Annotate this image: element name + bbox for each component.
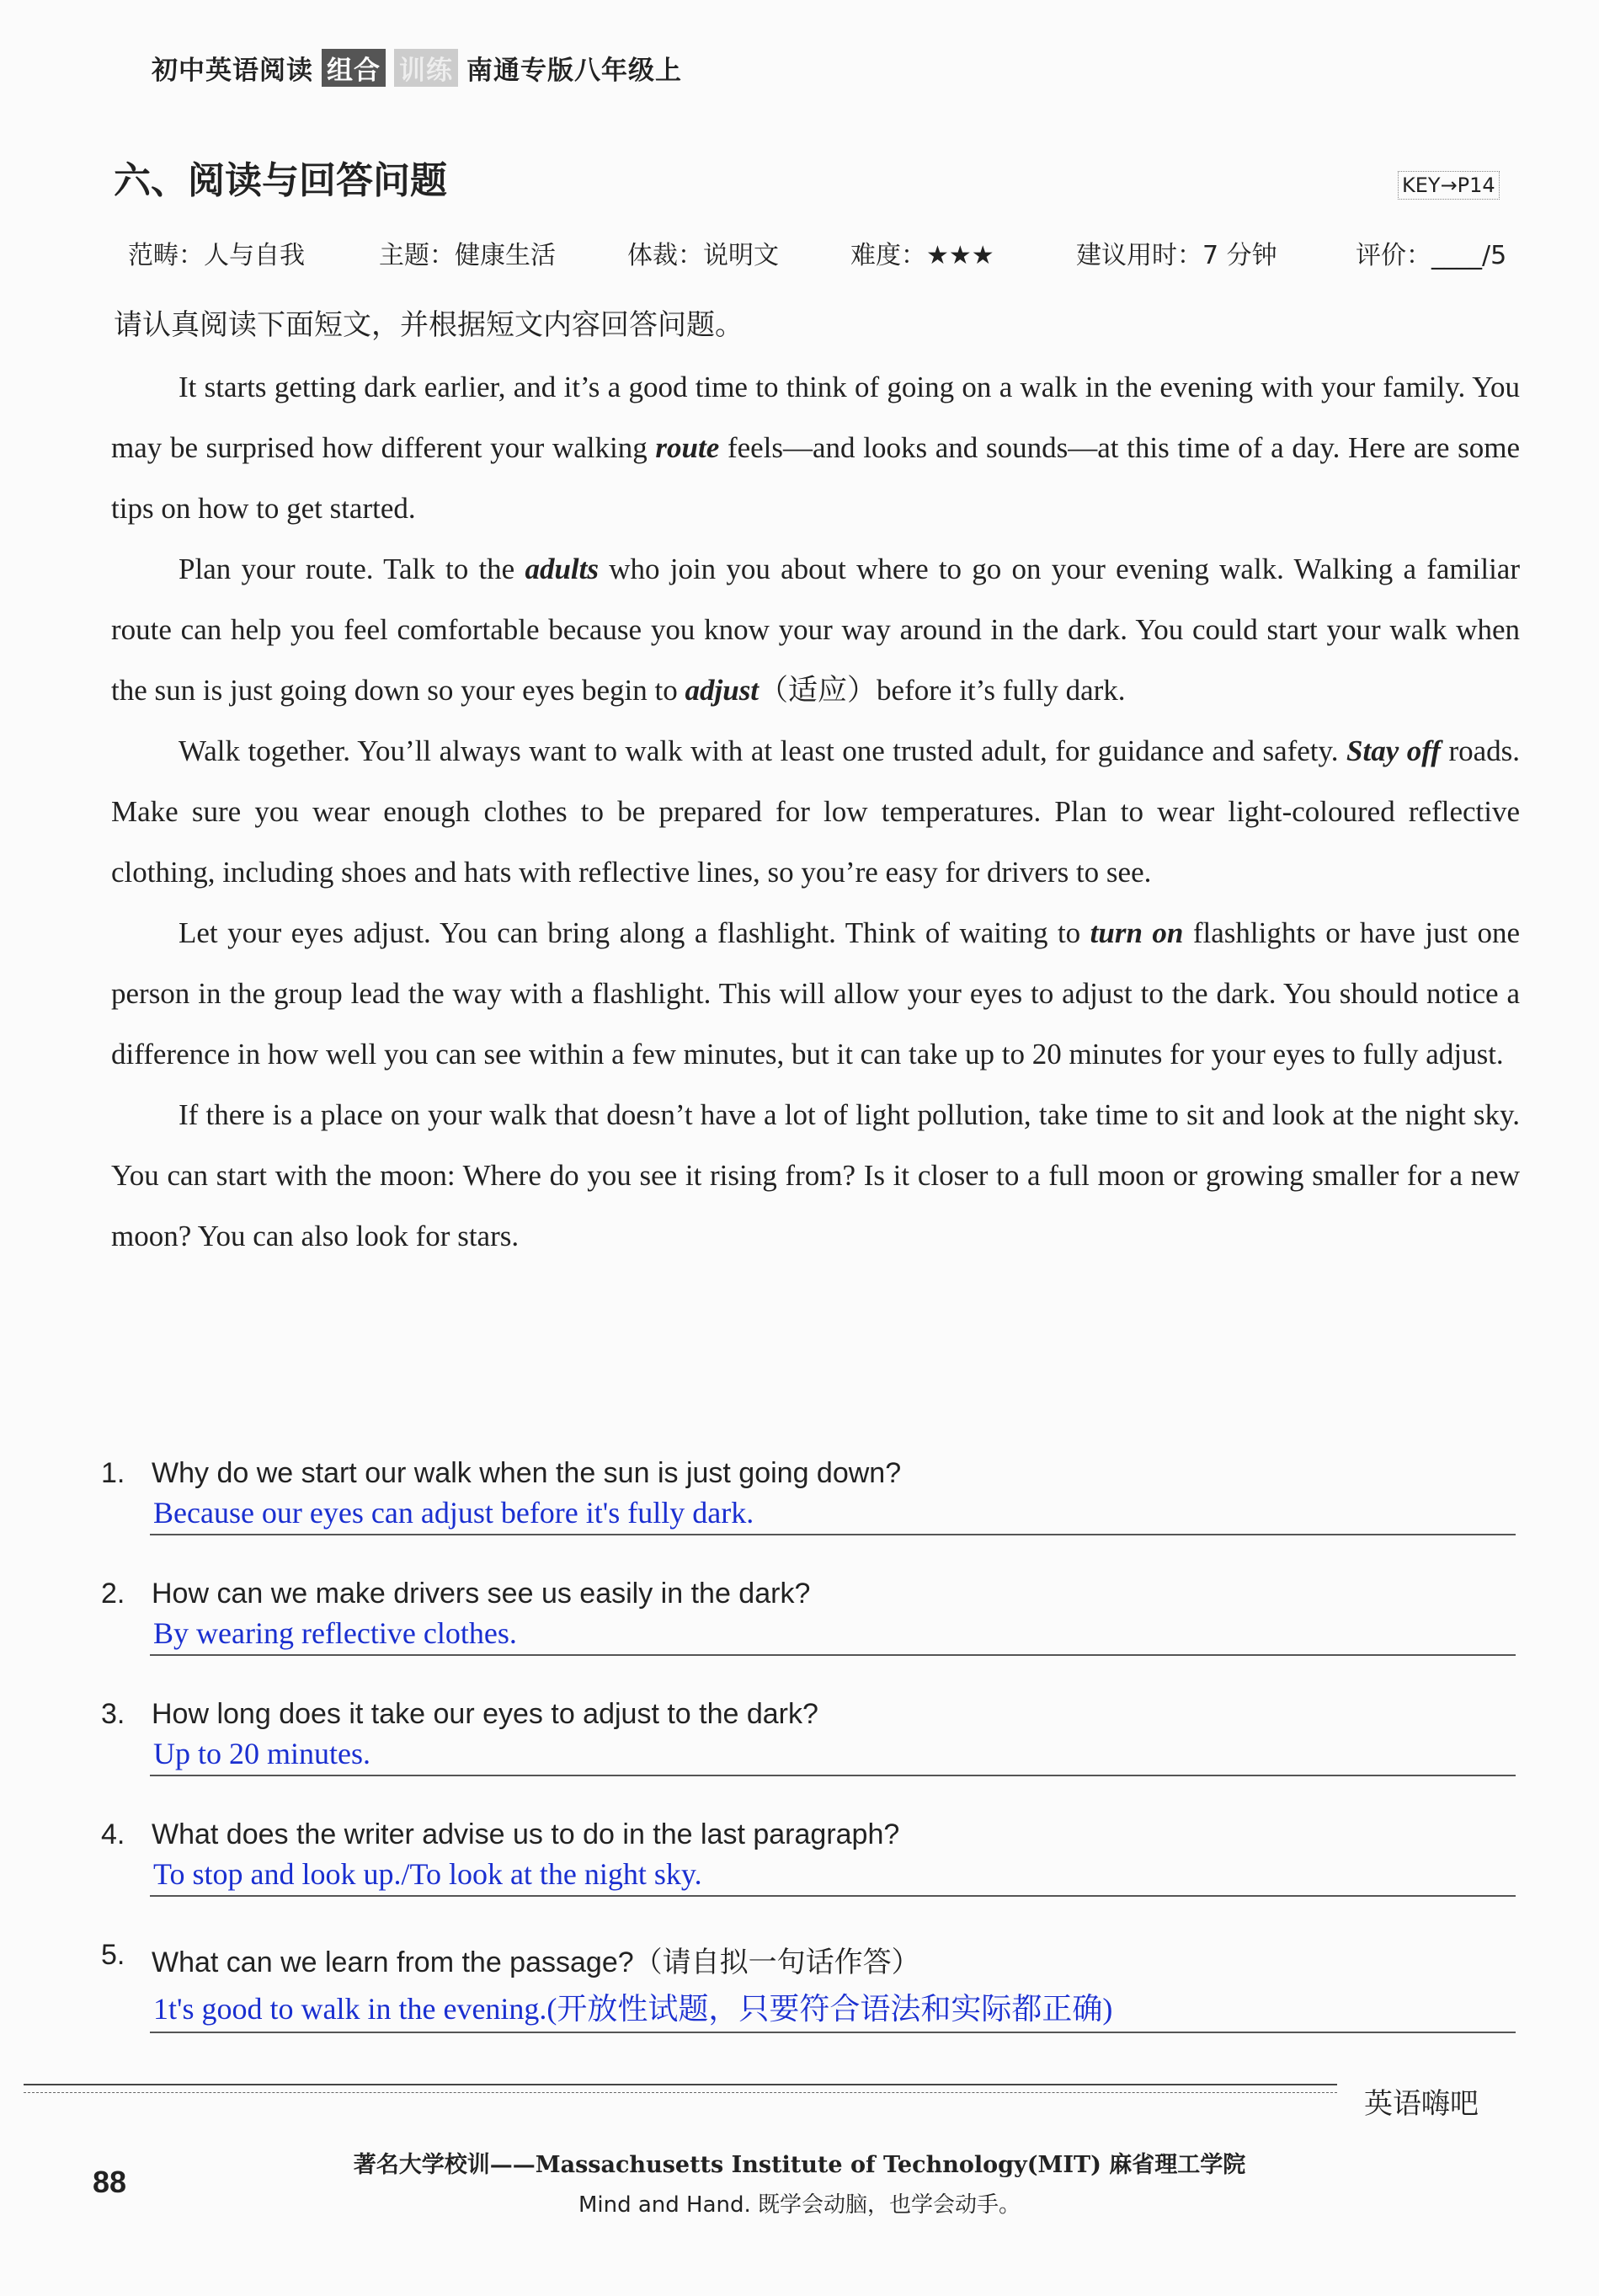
key-word: turn on <box>1090 916 1184 949</box>
key-word: Stay off <box>1346 734 1441 767</box>
answer-key-ref: KEY→P14 <box>1398 171 1500 200</box>
answer-line <box>150 1771 1516 1776</box>
key-word: adjust <box>685 674 760 707</box>
text-segment: （适应）before it’s fully dark. <box>759 674 1126 707</box>
answer-line <box>150 1651 1516 1656</box>
question-item <box>101 1698 1516 1776</box>
text-segment: Walk together. You’ll always want to walk with at least one trusted adult, for guidance and safety. <box>179 734 1347 767</box>
text-segment: flashlights or have just one person in the group lead the way with a flashlight. This will allow your eyes to adjust to the dark. You should notice a difference in how well you can see within a few minutes, but it can take up to 20 minutes for your eyes to fully adjust. <box>111 916 1520 1071</box>
badge-combo: 组合 <box>322 49 386 87</box>
university-motto: 著名大学校训——Massachusetts Institute of Technology(MIT) 麻省理工学院 <box>353 2152 1246 2178</box>
motto-translation: Mind and Hand. 既学会动脑，也学会动手。 <box>578 2192 1021 2218</box>
paragraph <box>111 903 1520 1085</box>
footer-rule-dashed <box>24 2092 1337 2093</box>
text-segment: feels—and looks and sounds—at this time of a day. Here are some tips on how to get started. <box>111 431 1520 525</box>
question-number: 2. <box>101 1578 125 1610</box>
key-word: adults <box>525 553 599 585</box>
answer-line <box>150 1530 1516 1535</box>
footer-rule <box>24 2084 1337 2085</box>
meta-category: 范畴：人与自我 <box>128 241 305 270</box>
question-number: 4. <box>101 1818 125 1850</box>
question-item <box>101 1818 1516 1897</box>
meta-difficulty: 难度：★★★ <box>850 241 994 270</box>
book-title: 初中英语阅读 <box>152 56 313 86</box>
question-item <box>101 1578 1516 1656</box>
question-number: 5. <box>101 1939 125 1971</box>
question-number: 1. <box>101 1457 125 1489</box>
badge-training: 训练 <box>394 49 458 87</box>
edition: 南通专版八年级上 <box>466 56 682 86</box>
key-word: route <box>655 431 720 464</box>
text-segment: who join you about where to go on your evening walk. Walking a familiar route can help you feel comfortable because you know your way around in the dark. You could start your walk when the sun is just going down so your eyes begin to <box>111 553 1520 707</box>
paragraph <box>111 539 1520 721</box>
page-number: 88 <box>93 2165 127 2199</box>
question-text: How long does it take our eyes to adjust to the dark? <box>152 1698 818 1730</box>
answer-text: 1t's good to walk in the evening.(开放性试题，只要符合语法和实际都正确) <box>153 1992 1113 2026</box>
paragraph <box>111 721 1520 903</box>
text-segment: Plan your route. Talk to the <box>179 553 525 585</box>
instruction: 请认真阅读下面短文，并根据短文内容回答问题。 <box>114 308 744 342</box>
meta-topic: 主题：健康生活 <box>379 241 556 270</box>
question-item <box>101 1457 1516 1535</box>
answer-line <box>150 2028 1516 2033</box>
answer-text: To stop and look up./To look at the night sky. <box>153 1857 702 1891</box>
question-text: How can we make drivers see us easily in the dark? <box>152 1578 811 1610</box>
question-item <box>101 1939 1516 2033</box>
section-title: 六、阅读与回答问题 <box>114 159 447 202</box>
meta-time: 建议用时：7 分钟 <box>1076 241 1277 270</box>
meta-genre: 体裁：说明文 <box>627 241 779 270</box>
passage <box>111 357 1520 1267</box>
answer-text: By wearing reflective clothes. <box>153 1616 517 1650</box>
question-number: 3. <box>101 1698 125 1730</box>
text-segment: If there is a place on your walk that doesn’t have a lot of light pollution, take time to sit and look at the night sky. You can start with the moon: Where do you see it rising from? Is it closer to a full moon or growing smaller for a new moon? You can also look for stars. <box>111 1098 1520 1252</box>
text-segment: Let your eyes adjust. You can bring along a flashlight. Think of waiting to <box>179 916 1090 949</box>
paragraph <box>111 357 1520 539</box>
answer-text: Up to 20 minutes. <box>153 1737 370 1770</box>
book-header <box>152 49 682 87</box>
answer-text: Because our eyes can adjust before it's fully dark. <box>153 1496 754 1530</box>
question-text: Why do we start our walk when the sun is just going down? <box>152 1457 902 1489</box>
question-text: What does the writer advise us to do in the last paragraph? <box>152 1818 900 1850</box>
paragraph <box>111 1085 1520 1267</box>
question-text: What can we learn from the passage?（请自拟一句话作答） <box>152 1946 920 1978</box>
text-segment: It starts getting dark earlier, and it’s a good time to think of going on a walk in the evening with your family. You may be surprised how different your walking <box>111 371 1520 464</box>
meta-score: 评价：____/5 <box>1356 241 1507 270</box>
answer-line <box>150 1892 1516 1897</box>
brand-label: 英语嗨吧 <box>1364 2087 1479 2121</box>
text-segment: roads. Make sure you wear enough clothes to be prepared for low temperatures. Plan to wear light-coloured reflective clothing, including shoes and hats with reflective lines, so you’re easy for drivers to see. <box>111 734 1521 889</box>
